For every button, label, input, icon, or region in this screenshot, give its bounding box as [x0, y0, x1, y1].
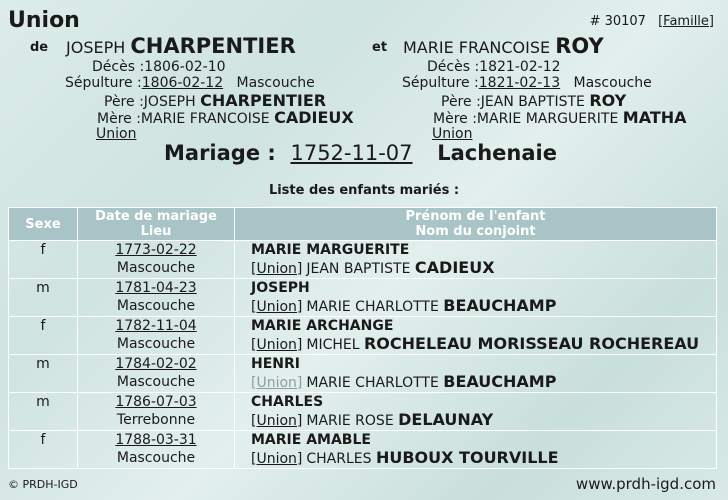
page-title: Union — [8, 8, 80, 33]
child-marriage-place: Mascouche — [116, 260, 196, 276]
spouse-given: MICHEL — [306, 337, 360, 353]
marriage-cell — [78, 393, 235, 431]
col-child-label: Prénom de l'enfant — [405, 209, 546, 224]
husband-pere-surname: CHARPENTIER — [200, 91, 327, 110]
et-label: et — [372, 40, 388, 55]
child-marriage-date[interactable]: 1784-02-02 — [115, 356, 197, 372]
deces-label: Décès : — [92, 59, 145, 75]
sepulture-label: Sépulture : — [65, 75, 142, 91]
spouse — [251, 297, 716, 316]
names-cell — [235, 355, 717, 393]
child-marriage-place: Mascouche — [116, 450, 196, 466]
husband-sepulture-place: Mascouche — [236, 75, 315, 91]
mere-label: Mère : — [433, 111, 477, 127]
col-date-label: Date de mariage — [95, 209, 217, 224]
spouse — [251, 373, 716, 392]
table-row — [9, 355, 717, 393]
marriage-cell — [78, 317, 235, 355]
husband-pere-given: JOSEPH — [143, 94, 196, 110]
child-marriage-place: Mascouche — [116, 374, 196, 390]
col-spouse-label: Nom du conjoint — [415, 224, 536, 239]
spouse-given: MARIE CHARLOTTE — [306, 299, 439, 315]
deces-label: Décès : — [427, 59, 480, 75]
record-number: # 30107 — [589, 14, 646, 29]
marriage-cell — [78, 279, 235, 317]
wife-surname: ROY — [555, 34, 604, 58]
child-marriage-date[interactable]: 1786-07-03 — [115, 394, 197, 410]
spouse-given: MARIE CHARLOTTE — [306, 375, 439, 391]
child-sex: f — [9, 431, 78, 469]
table-row — [9, 279, 717, 317]
spouse-surname: ROCHELEAU MORISSEAU ROCHEREAU — [363, 334, 700, 353]
union-link[interactable]: [Union] — [251, 337, 303, 353]
col-names — [235, 208, 717, 241]
pere-label: Père : — [104, 94, 144, 110]
child-sex: m — [9, 393, 78, 431]
wife-union-link[interactable]: Union — [432, 126, 473, 142]
names-cell — [235, 431, 717, 469]
names-cell — [235, 393, 717, 431]
union-link[interactable]: [Union] — [251, 451, 303, 467]
husband-union-link[interactable]: Union — [96, 126, 137, 142]
names-cell — [235, 317, 717, 355]
spouse-surname: CADIEUX — [414, 258, 495, 277]
wife-mere-given: MARIE MARGUERITE — [476, 111, 619, 127]
family-link[interactable]: [Famille] — [658, 14, 714, 29]
husband-name — [66, 34, 296, 58]
spouse — [251, 411, 716, 430]
child-marriage-place: Terrebonne — [116, 412, 196, 428]
union-link[interactable]: [Union] — [251, 413, 303, 429]
union-link[interactable]: [Union] — [251, 375, 303, 391]
wife-given: MARIE FRANCOISE — [403, 38, 551, 57]
names-cell — [235, 241, 717, 279]
child-name: JOSEPH — [251, 280, 310, 296]
child-sex: f — [9, 241, 78, 279]
col-sexe — [9, 208, 78, 241]
husband-sepulture-date[interactable]: 1806-02-12 — [141, 75, 224, 91]
children-table — [8, 207, 717, 469]
husband-deces — [92, 59, 226, 75]
spouse-given: MARIE ROSE — [306, 413, 394, 429]
husband-mere-given: MARIE FRANCOISE — [140, 111, 270, 127]
husband-mere-surname: CADIEUX — [274, 108, 354, 127]
child-marriage-place: Mascouche — [116, 336, 196, 352]
table-row — [9, 317, 717, 355]
copyright: © PRDH-IGD — [8, 478, 78, 491]
spouse — [251, 449, 716, 468]
husband-deces-date: 1806-02-10 — [144, 59, 226, 75]
child-name: MARIE ARCHANGE — [251, 318, 394, 334]
wife-mere-surname: MATHA — [622, 108, 687, 127]
wife-pere-surname: ROY — [589, 91, 627, 110]
wife-deces-date: 1821-02-12 — [479, 59, 561, 75]
wife-name — [403, 34, 604, 58]
site-url[interactable]: www.prdh-igd.com — [575, 475, 716, 493]
wife-sepulture — [402, 75, 652, 91]
marriage-cell — [78, 431, 235, 469]
child-marriage-place: Mascouche — [116, 298, 196, 314]
marriage-line — [164, 141, 557, 165]
child-name: CHARLES — [251, 394, 324, 410]
husband-given: JOSEPH — [66, 38, 126, 57]
spouse-surname: DELAUNAY — [398, 410, 494, 429]
marriage-cell — [78, 241, 235, 279]
child-name: HENRI — [251, 356, 300, 372]
child-sex: m — [9, 279, 78, 317]
child-name: MARIE MARGUERITE — [251, 242, 410, 258]
wife-deces — [427, 59, 561, 75]
union-link[interactable]: [Union] — [251, 261, 303, 277]
table-row — [9, 431, 717, 469]
wife-sepulture-date[interactable]: 1821-02-13 — [478, 75, 561, 91]
spouse-given: CHARLES — [306, 451, 372, 467]
spouse-surname: BEAUCHAMP — [443, 372, 557, 391]
child-marriage-date[interactable]: 1782-11-04 — [115, 318, 197, 334]
col-date — [78, 208, 235, 241]
spouse — [251, 259, 716, 278]
de-label: de — [30, 40, 49, 55]
pere-label: Père : — [441, 94, 481, 110]
child-name: MARIE AMABLE — [251, 432, 371, 448]
wife-sepulture-place: Mascouche — [573, 75, 652, 91]
names-cell — [235, 279, 717, 317]
husband-sepulture — [65, 75, 315, 91]
child-sex: m — [9, 355, 78, 393]
table-row — [9, 241, 717, 279]
mere-label: Mère : — [97, 111, 141, 127]
spouse-surname: HUBOUX TOURVILLE — [375, 448, 559, 467]
spouse — [251, 335, 716, 354]
table-row — [9, 393, 717, 431]
husband-surname: CHARPENTIER — [130, 34, 296, 58]
child-marriage-date[interactable]: 1788-03-31 — [115, 432, 197, 448]
children-list-title: Liste des enfants mariés : — [268, 183, 460, 198]
child-marriage-date[interactable]: 1773-02-22 — [115, 242, 197, 258]
record-id — [590, 14, 714, 29]
table-header-row — [9, 208, 717, 241]
union-link[interactable]: [Union] — [251, 299, 303, 315]
husband-mere — [97, 108, 354, 127]
marriage-label: Mariage : — [164, 141, 276, 165]
child-marriage-date[interactable]: 1781-04-23 — [115, 280, 197, 296]
marriage-date[interactable]: 1752-11-07 — [290, 141, 413, 165]
child-sex: f — [9, 317, 78, 355]
marriage-place: Lachenaie — [437, 141, 557, 165]
col-sexe-label: Sexe — [25, 216, 61, 232]
wife-pere-given: JEAN BAPTISTE — [480, 94, 585, 110]
spouse-given: JEAN BAPTISTE — [306, 261, 411, 277]
spouse-surname: BEAUCHAMP — [443, 296, 557, 315]
wife-mere — [433, 108, 687, 127]
sepulture-label: Sépulture : — [402, 75, 479, 91]
marriage-cell — [78, 355, 235, 393]
col-lieu-label: Lieu — [140, 224, 172, 239]
